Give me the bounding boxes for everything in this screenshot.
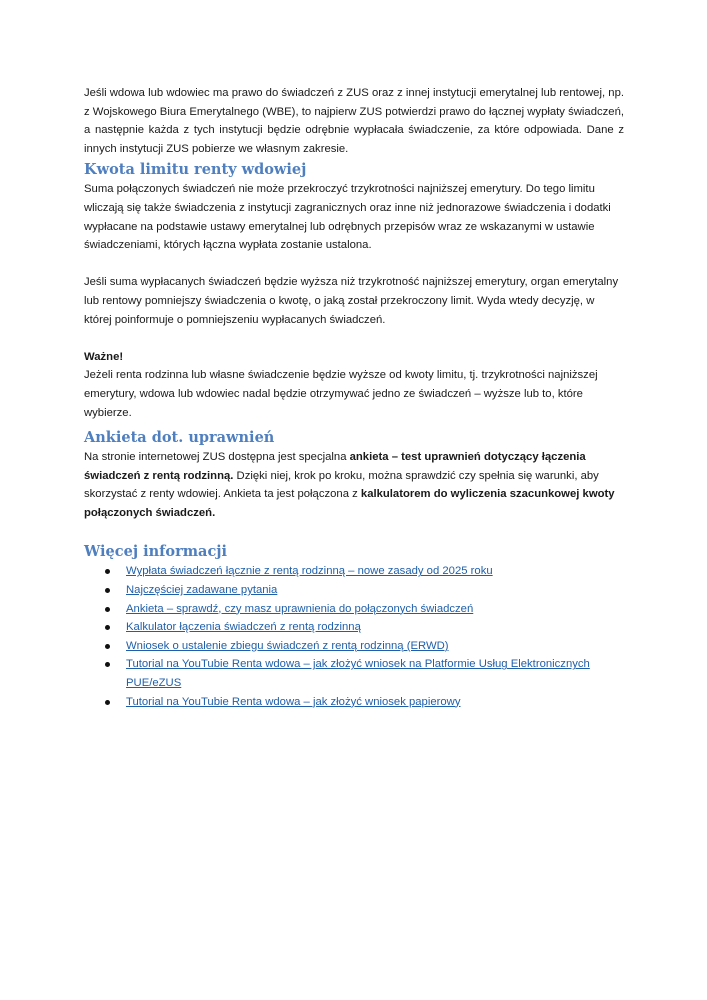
heading-kwota-limitu: Kwota limitu renty wdowiej [84,161,307,179]
spacer [84,329,624,348]
link-tutorial-pue[interactable]: Tutorial na YouTubie Renta wdowa – jak złożyć wniosek na Platformie Usług Elektronicznych PUE/eZUS [126,658,590,690]
bullet-icon [105,588,110,593]
list-item [126,600,624,619]
list-item [126,618,624,637]
bullet-icon [105,625,110,630]
list-item [126,693,624,712]
bullet-icon [105,662,110,667]
list-item [126,637,624,656]
bullet-icon [105,700,110,705]
important-label: Ważne! [84,350,124,363]
link-wniosek-erwd[interactable]: Wniosek o ustalenie zbiegu świadczeń z rentą rodzinną (ERWD) [126,639,449,652]
ankieta-text-2: Dzięki niej, krok po kroku, można sprawdzić czy spełnia się warunki, aby skorzystać z renty wdowiej. Ankieta ta jest połączona z [84,469,599,501]
list-item [126,655,624,692]
link-tutorial-papierowy[interactable]: Tutorial na YouTubie Renta wdowa – jak złożyć wniosek papierowy [126,695,461,708]
list-item [126,581,624,600]
link-faq[interactable]: Najczęściej zadawane pytania [126,584,278,597]
spacer [84,255,624,274]
heading-ankieta: Ankieta dot. uprawnień [84,429,275,447]
ankieta-bold-2: kalkulatorem do wyliczenia szacunkowej kwoty połączonych świadczeń. [84,488,615,519]
link-ankieta[interactable]: Ankieta – sprawdź, czy masz uprawnienia do połączonych świadczeń [126,602,474,615]
bullet-icon [105,569,110,574]
important-text: Jeżeli renta rodzinna lub własne świadczenie będzie wyższe od kwoty limitu, tj. trzykrotności najniższej emerytury, wdowa lub wdowiec nadal będzie otrzymywać jedno ze świadczeń – wyższe lub to, które wybierze. [84,369,598,419]
heading-wiecej-informacji: Więcej informacji [84,543,228,561]
bullet-icon [105,607,110,612]
link-wyplata-swiadczen[interactable]: Wypłata świadczeń łącznie z rentą rodzinną – nowe zasady od 2025 roku [126,565,493,578]
ankieta-paragraph [84,448,624,522]
link-kalkulator[interactable]: Kalkulator łączenia świadczeń z rentą rodzinną [126,621,361,634]
list-item [126,562,624,581]
links-list [84,562,624,711]
ankieta-text-1: Na stronie internetowej ZUS dostępna jest specjalna [84,451,350,464]
bullet-icon [105,644,110,649]
kwota-paragraph-1: Suma połączonych świadczeń nie może przekroczyć trzykrotności najniższej emerytury. Do tego limitu wliczają się także świadczenia z instytucji zagranicznych oraz inne niż jednorazowe świadczenia i dodatki wypłacane na podstawie ustawy emerytalnej lub odrębnych przepisów wraz ze wskazanymi w ustawie świadczeniami, których łączna wypłata zostanie ustalona. [84,183,611,252]
document-page [84,84,624,711]
intro-paragraph: Jeśli wdowa lub wdowiec ma prawo do świadczeń z ZUS oraz z innej instytucji emerytalnej lub rentowej, np. z Wojskowego Biura Emerytalnego (WBE), to najpierw ZUS potwierdzi prawo do łącznej wypłaty świadczeń, a następnie każda z tych instytucji będzie odrębnie wypłacała świadczenie, za które odpowiada. Dane z innych instytucji ZUS pobierze we własnym zakresie. [84,87,624,155]
ankieta-bold-1: ankieta – test uprawnień dotyczący łączenia świadczeń z rentą rodzinną. [84,451,586,482]
kwota-paragraph-2: Jeśli suma wypłacanych świadczeń będzie wyższa niż trzykrotność najniższej emerytury, organ emerytalny lub rentowy pomniejszy świadczenia o kwotę, o jaką został przekroczony limit. Wyda wtedy decyzję, w której poinformuje o pomniejszeniu wypłacanych świadczeń. [84,276,619,326]
